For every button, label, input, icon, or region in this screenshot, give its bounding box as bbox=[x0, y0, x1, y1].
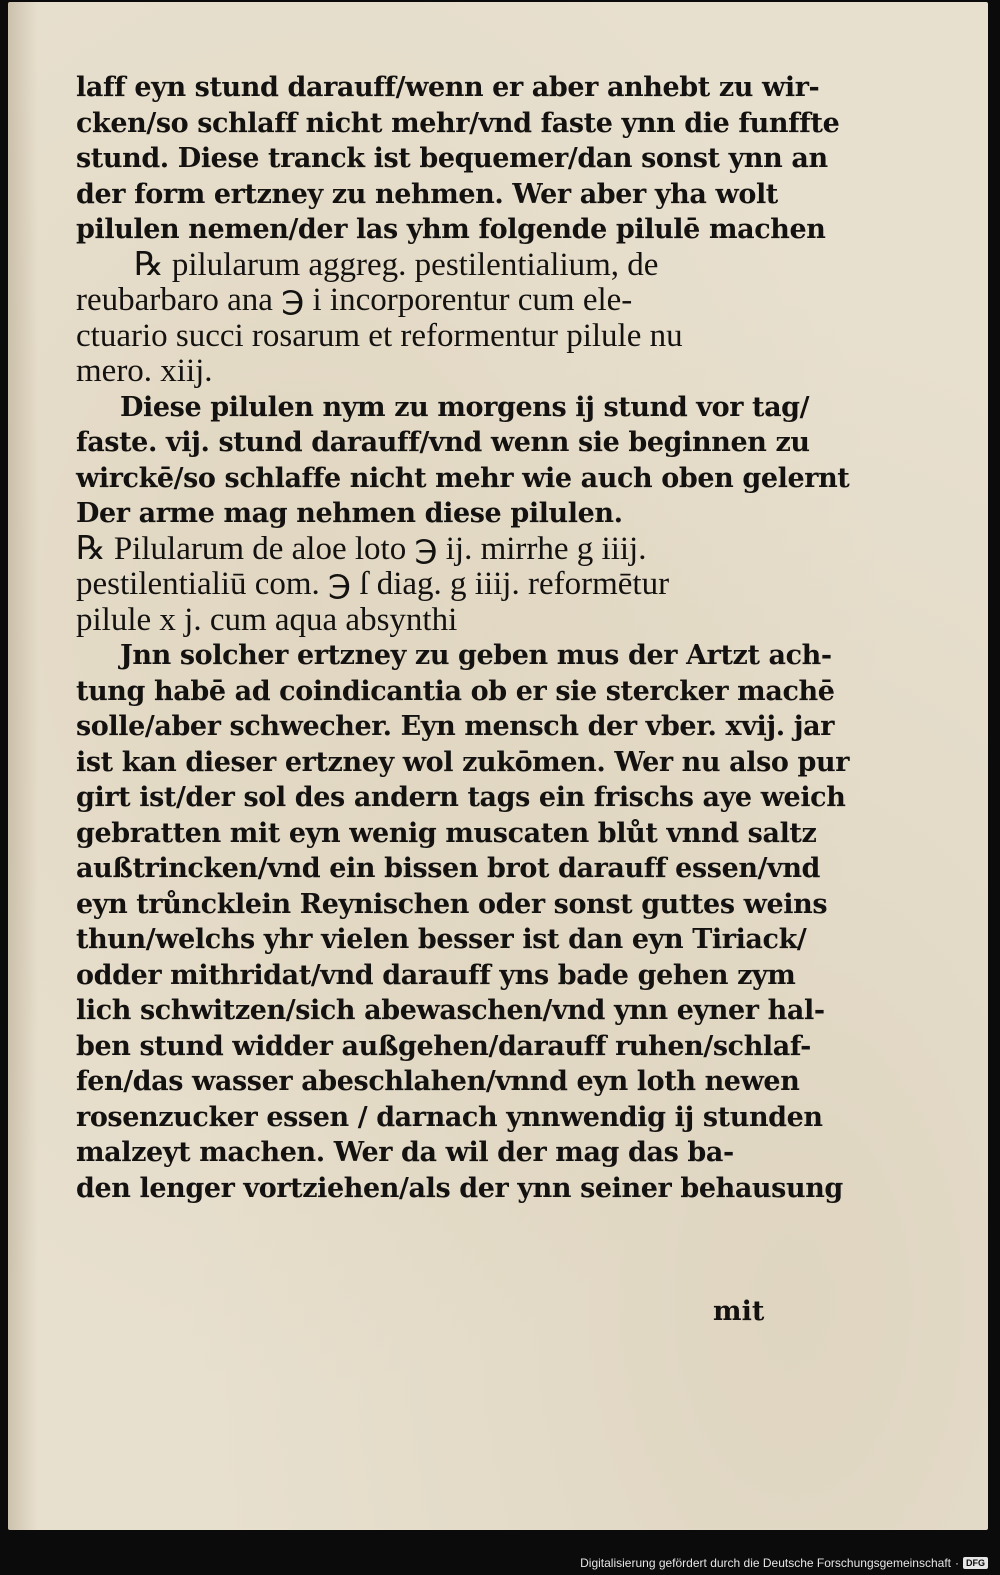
text-line: ben stund widder außgehen/darauff ruhen/schlaf- bbox=[76, 1030, 811, 1062]
catchword: mit bbox=[713, 1296, 765, 1327]
recipe-line: mero. xiij. bbox=[76, 353, 213, 389]
book-page bbox=[8, 2, 988, 1530]
digitization-credit: Digitalisierung gefördert durch die Deutsche Forschungsgemeinschaft · DFG bbox=[580, 1555, 988, 1571]
recipe-line: reubarbaro ana ℈ i incorporentur cum ele- bbox=[76, 282, 633, 318]
recipe-line: pilule x j. cum aqua absynthi bbox=[76, 601, 458, 638]
text-line: den lenger vortziehen/als der ynn seiner behausung bbox=[76, 1172, 843, 1204]
text-line: Diese pilulen nym zu morgens ij stund vor tag/ bbox=[120, 391, 810, 423]
text-line: gebratten mit eyn wenig muscaten blůt vnnd saltz bbox=[76, 817, 817, 849]
text-line: tung habē ad coindicantia ob er sie stercker machē bbox=[76, 675, 835, 707]
text-line: rosenzucker essen / darnach ynnwendig ij stunden bbox=[76, 1101, 823, 1133]
text-line: außtrincken/vnd ein bissen brot darauff essen/vnd bbox=[76, 853, 821, 884]
text-line: stund. Diese tranck ist bequemer/dan sonst ynn an bbox=[76, 143, 828, 174]
credit-text: Digitalisierung gefördert durch die Deutsche Forschungsgemeinschaft bbox=[580, 1556, 951, 1570]
text-line: Jnn solcher ertzney zu geben mus der Artzt ach- bbox=[120, 640, 832, 671]
recipe-line: ℞ Pilularum de aloe loto ℈ ij. mirrhe g iiij. bbox=[76, 530, 647, 567]
text-line: Der arme mag nehmen diese pilulen. bbox=[76, 498, 623, 529]
text-line: fen/das wasser abeschlahen/vnnd eyn loth newen bbox=[76, 1066, 800, 1097]
text-line: faste. vij. stund darauff/vnd wenn sie beginnen zu bbox=[76, 427, 810, 458]
text-line: eyn trůncklein Reynischen oder sonst guttes weins bbox=[76, 888, 828, 920]
text-line: odder mithridat/vnd darauff yns bade gehen zym bbox=[76, 959, 796, 991]
text-line: der form ertzney zu nehmen. Wer aber yha wolt bbox=[76, 178, 778, 210]
recipe-line: pestilentialiū com. ℈ ſ diag. g iiij. reformētur bbox=[76, 566, 670, 602]
text-line: cken/so schlaff nicht mehr/vnd faste ynn die funffte bbox=[76, 107, 840, 139]
text-line: ist kan dieser ertzney wol zukōmen. Wer nu also pur bbox=[76, 746, 850, 778]
recipe-line: ctuario succi rosarum et reformentur pilule nu bbox=[76, 317, 683, 354]
text-line: pilulen nemen/der las yhm folgende pilulē machen bbox=[76, 214, 826, 245]
dfg-logo-icon: DFG bbox=[963, 1557, 988, 1569]
text-line: malzeyt machen. Wer da wil der mag das ba- bbox=[76, 1137, 734, 1168]
text-line: laff eyn stund darauff/wenn er aber anhebt zu wir- bbox=[76, 72, 820, 103]
page-text bbox=[76, 70, 850, 1206]
recipe-line: ℞ pilularum aggreg. pestilentialium, de bbox=[134, 246, 659, 283]
text-line: thun/welchs yhr vielen besser ist dan eyn Tiriack/ bbox=[76, 924, 807, 955]
text-line: solle/aber schwecher. Eyn mensch der vber. xvij. jar bbox=[76, 711, 835, 742]
text-line: wirckē/so schlaffe nicht mehr wie auch oben gelernt bbox=[76, 462, 850, 494]
text-line: lich schwitzen/sich abewaschen/vnd ynn eyner hal- bbox=[76, 995, 825, 1026]
text-line: girt ist/der sol des andern tags ein frischs aye weich bbox=[76, 782, 846, 813]
